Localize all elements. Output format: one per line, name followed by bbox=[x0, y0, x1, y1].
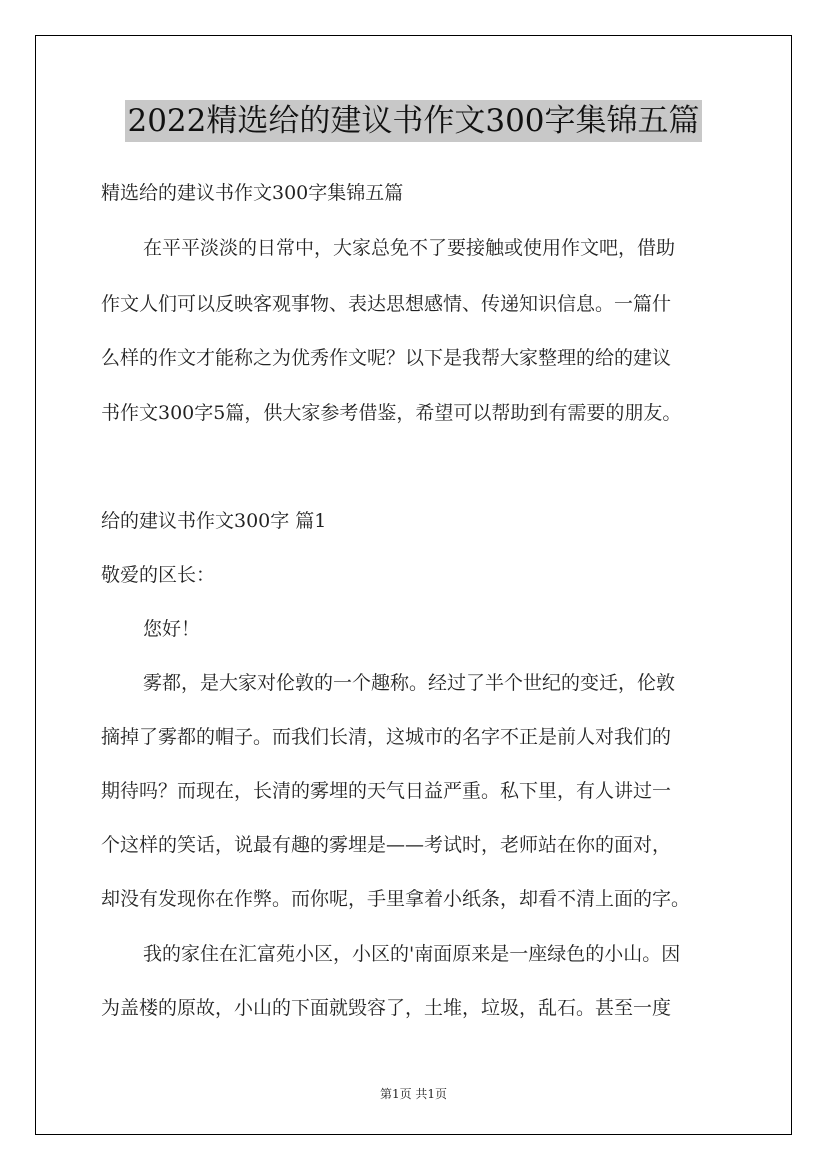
paragraph-line: 却没有发现你在作弊。而你呢，手里拿着小纸条，却看不清上面的字。 bbox=[101, 888, 691, 910]
paragraph-line: 为盖楼的原故，小山的下面就毁容了，土堆，垃圾，乱石。甚至一度 bbox=[101, 997, 672, 1019]
salutation: 敬爱的区长： bbox=[101, 564, 216, 586]
intro-line: 作文人们可以反映客观事物、表达思想感情、传递知识信息。一篇什 bbox=[101, 293, 672, 315]
intro-line: 在平平淡淡的日常中，大家总免不了要接触或使用作文吧，借助 bbox=[143, 237, 676, 259]
page-number: 第1页 共1页 bbox=[379, 1087, 448, 1101]
document-title: 2022精选给的建议书作文300字集锦五篇 bbox=[125, 100, 701, 142]
document-subtitle: 精选给的建议书作文300字集锦五篇 bbox=[101, 182, 404, 204]
paragraph-line: 我的家住在汇富苑小区，小区的'南面原来是一座绿色的小山。因 bbox=[143, 943, 681, 965]
intro-line: 么样的作文才能称之为优秀作文呢？以下是我帮大家整理的给的建议 bbox=[101, 347, 672, 369]
intro-line: 书作文300字5篇，供大家参考借鉴，希望可以帮助到有需要的朋友。 bbox=[101, 402, 682, 424]
paragraph-line: 雾都，是大家对伦敦的一个趣称。经过了半个世纪的变迁，伦敦 bbox=[143, 672, 676, 694]
paragraph-line: 期待吗？而现在，长清的雾埋的天气日益严重。私下里，有人讲过一 bbox=[101, 780, 672, 802]
section-heading: 给的建议书作文300字 篇1 bbox=[101, 510, 327, 532]
title-wrap bbox=[0, 100, 827, 142]
paragraph-line: 摘掉了雾都的帽子。而我们长清，这城市的名字不正是前人对我们的 bbox=[101, 726, 672, 748]
greeting: 您好！ bbox=[143, 618, 201, 640]
paragraph-line: 个这样的笑话，说最有趣的雾埋是——考试时，老师站在你的面对， bbox=[101, 834, 672, 856]
